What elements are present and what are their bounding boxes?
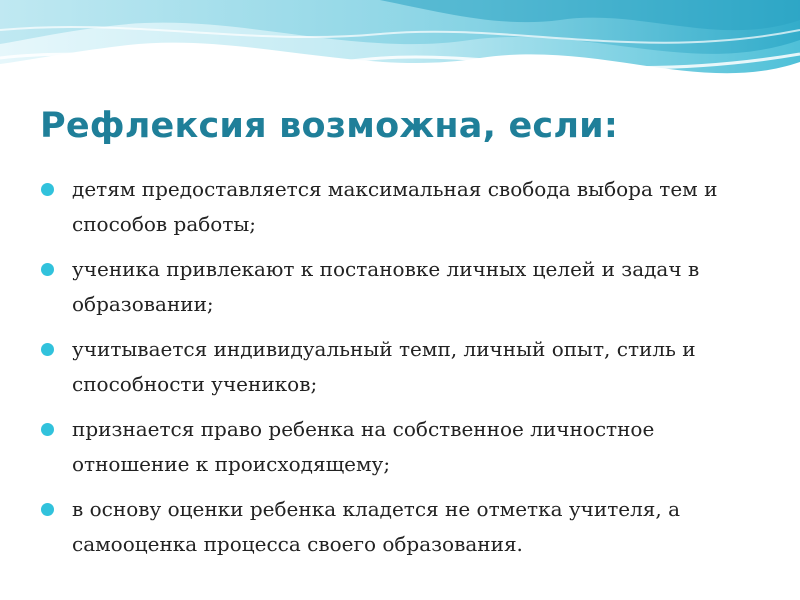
decorative-wave-header (0, 0, 800, 110)
bullet-text: признается право ребенка на собственное личностное отношение к происходящему; (72, 417, 655, 476)
bullet-dot-icon (41, 263, 54, 276)
bullet-item (38, 172, 758, 242)
bullet-text: детям предоставляется максимальная свобода выбора тем и способов работы; (72, 177, 718, 236)
bullet-item (38, 252, 758, 322)
bullet-dot-icon (41, 343, 54, 356)
bullet-list (38, 172, 758, 572)
bullet-dot-icon (41, 423, 54, 436)
bullet-text: учитывается индивидуальный темп, личный опыт, стиль и способности учеников; (72, 337, 696, 396)
bullet-dot-icon (41, 183, 54, 196)
slide-title: Рефлексия возможна, если: (40, 106, 619, 146)
bullet-text: в основу оценки ребенка кладется не отметка учителя, а самооценка процесса своего образования. (72, 497, 681, 556)
bullet-dot-icon (41, 503, 54, 516)
bullet-item (38, 412, 758, 482)
bullet-item (38, 492, 758, 562)
bullet-item (38, 332, 758, 402)
bullet-text: ученика привлекают к постановке личных целей и задач в образовании; (72, 257, 700, 316)
